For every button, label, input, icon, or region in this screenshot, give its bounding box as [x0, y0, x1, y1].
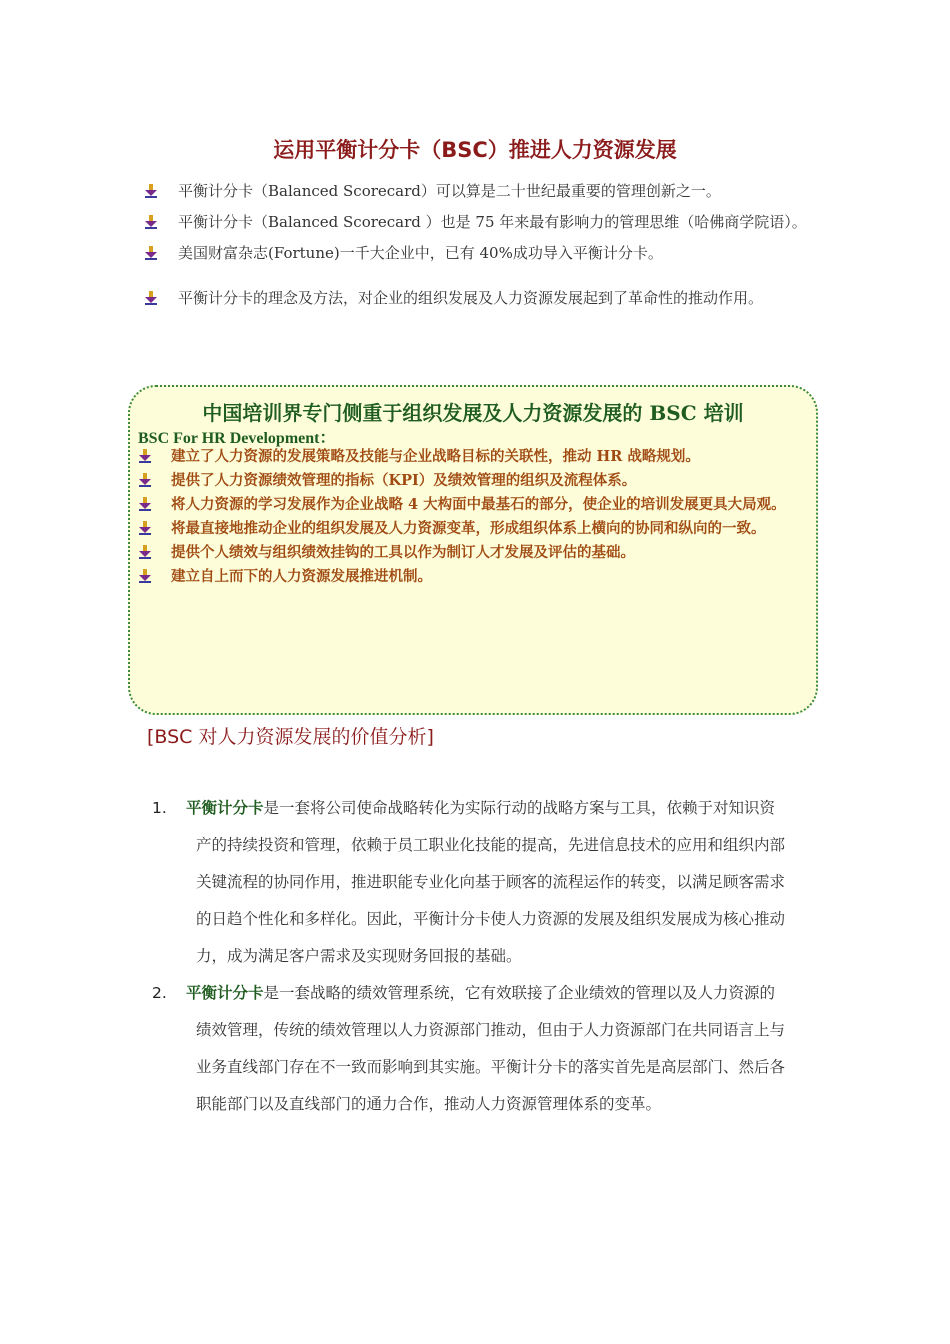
list-item: 将最直接地推动企业的组织发展及人力资源变革，形成组织体系上横向的协同和纵向的一致。: [138, 517, 814, 541]
arrow-down-icon: [138, 569, 152, 583]
page-title: 运用平衡计分卡（BSC）推进人力资源发展: [273, 138, 677, 162]
numbered-list: [150, 790, 790, 1123]
list-item: 平衡计分卡的理念及方法，对企业的组织发展及人力资源发展起到了革命性的推动作用。: [144, 283, 814, 314]
arrow-down-icon: [138, 473, 152, 487]
item-lead: 平衡计分卡: [186, 984, 264, 1002]
box-title: 中国培训界专门侧重于组织发展及人力资源发展的 BSC 培训: [202, 401, 744, 425]
arrow-down-icon: [144, 184, 158, 198]
list-item: 建立了人力资源的发展策略及技能与企业战略目标的关联性，推动 HR 战略规划。: [138, 445, 814, 469]
arrow-down-icon: [138, 497, 152, 511]
highlight-box: [128, 385, 818, 715]
numbered-item: [150, 790, 790, 975]
list-item: 平衡计分卡（Balanced Scorecard）可以算是二十世纪最重要的管理创新之一。: [144, 176, 814, 207]
list-item: 建立自上而下的人力资源发展推进机制。: [138, 565, 814, 589]
item-lead: 平衡计分卡: [186, 799, 264, 817]
arrow-down-icon: [144, 215, 158, 229]
item-body: [186, 790, 790, 975]
section-heading: [BSC 对人力资源发展的价值分析]: [147, 726, 434, 748]
item-text: 是一套战略的绩效管理系统，它有效联接了企业绩效的管理以及人力资源的绩效管理，传统的绩效管理以人力资源部门推动，但由于人力资源部门在共同语言上与业务直线部门存在不一致而影响到其实施。平衡计分卡的落实首先是高层部门、然后各职能部门以及直线部门的通力合作，推动人力资源管理体系的变革。: [196, 984, 786, 1113]
numbered-item: [150, 975, 790, 1123]
item-body: [186, 975, 790, 1123]
arrow-down-icon: [138, 521, 152, 535]
list-item: 平衡计分卡（Balanced Scorecard ）也是 75 年来最有影响力的管理思维（哈佛商学院语）。: [144, 207, 814, 238]
box-subtitle: BSC For HR Development：: [138, 430, 336, 447]
arrow-down-icon: [144, 246, 158, 260]
arrow-down-icon: [138, 545, 152, 559]
list-item: 提供个人绩效与组织绩效挂钩的工具以作为制订人才发展及评估的基础。: [138, 541, 814, 565]
item-number: 1.: [152, 799, 167, 817]
intro-bullet-list: [144, 176, 814, 314]
list-item: 提供了人力资源绩效管理的指标（KPI）及绩效管理的组织及流程体系。: [138, 469, 814, 493]
list-item: 美国财富杂志(Fortune)一千大企业中，已有 40%成功导入平衡计分卡。: [144, 238, 814, 269]
box-list: [138, 445, 814, 589]
arrow-down-icon: [144, 291, 158, 305]
arrow-down-icon: [138, 449, 152, 463]
item-number: 2.: [152, 984, 167, 1002]
list-item: 将人力资源的学习发展作为企业战略 4 大构面中最基石的部分，使企业的培训发展更具大局观。: [138, 493, 814, 517]
item-text: 是一套将公司使命战略转化为实际行动的战略方案与工具，依赖于对知识资产的持续投资和管理，依赖于员工职业化技能的提高，先进信息技术的应用和组织内部关键流程的协同作用，推进职能专业化向基于顾客的流程运作的转变，以满足顾客需求的日趋个性化和多样化。因此，平衡计分卡使人力资源的发展及组织发展成为核心推动力，成为满足客户需求及实现财务回报的基础。: [196, 799, 786, 965]
